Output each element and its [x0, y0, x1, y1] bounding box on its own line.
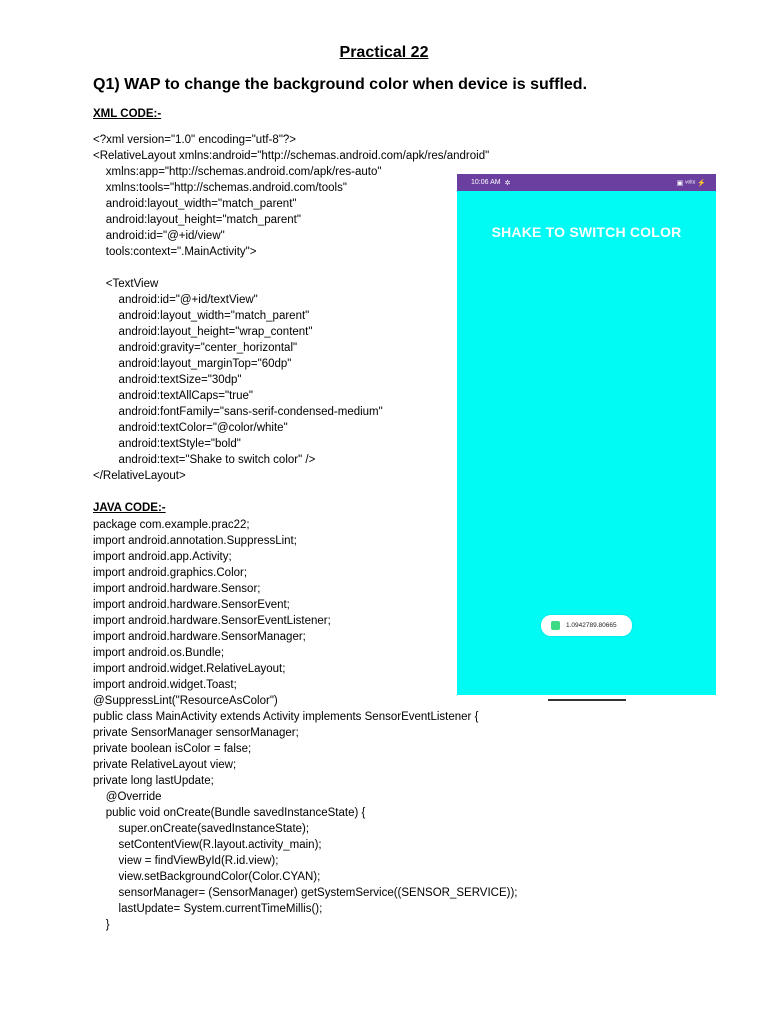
- phone-screenshot: [457, 174, 716, 695]
- xml-code-line: <?xml version="1.0" encoding="utf-8"?>: [93, 134, 297, 146]
- java-code-line: import android.widget.Toast;: [93, 679, 237, 691]
- shake-title: SHAKE TO SWITCH COLOR: [491, 224, 682, 240]
- xml-code-line: android:layout_height="wrap_content": [93, 326, 313, 338]
- xml-code-line: android:layout_marginTop="60dp": [93, 358, 292, 370]
- status-time: 10:06 AM: [471, 179, 501, 186]
- status-icons: ▣ ᵛᵒˡᵗᵉ ⚡: [676, 179, 706, 187]
- java-code-heading: JAVA CODE:-: [93, 502, 166, 514]
- xml-code-block: [93, 132, 489, 484]
- java-code-line: import android.hardware.Sensor;: [93, 583, 261, 595]
- java-code-line: private long lastUpdate;: [93, 775, 214, 787]
- question-heading: Q1) WAP to change the background color when device is suffled.: [93, 76, 588, 93]
- java-code-line: private boolean isColor = false;: [93, 743, 252, 755]
- navigation-handle: [548, 699, 626, 701]
- java-code-line: @SuppressLint("ResourceAsColor"): [93, 695, 278, 707]
- xml-code-line: android:textStyle="bold": [93, 438, 241, 450]
- java-code-line: sensorManager= (SensorManager) getSystemService((SENSOR_SERVICE));: [93, 887, 518, 899]
- java-code-line: private RelativeLayout view;: [93, 759, 237, 771]
- xml-code-line: android:textColor="@color/white": [93, 422, 288, 434]
- xml-code-line: <RelativeLayout xmlns:android="http://schemas.android.com/apk/res/android": [93, 150, 490, 162]
- xml-code-line: android:id="@+id/view": [93, 230, 225, 242]
- java-code-line: import android.widget.RelativeLayout;: [93, 663, 286, 675]
- java-code-line: setContentView(R.layout.activity_main);: [93, 839, 322, 851]
- java-code-line: }: [93, 919, 110, 931]
- java-code-line: import android.os.Bundle;: [93, 647, 225, 659]
- xml-code-line: android:layout_width="match_parent": [93, 198, 297, 210]
- xml-code-line: android:text="Shake to switch color" />: [93, 454, 316, 466]
- xml-code-line: <TextView: [93, 278, 159, 290]
- xml-code-line: android:textAllCaps="true": [93, 390, 253, 402]
- android-app-icon: [551, 621, 560, 630]
- xml-code-heading: XML CODE:-: [93, 108, 162, 120]
- xml-code-line: </RelativeLayout>: [93, 470, 186, 482]
- xml-code-line: android:layout_width="match_parent": [93, 310, 310, 322]
- toast-text: 1.0942789.80665: [566, 622, 617, 629]
- java-code-line: view.setBackgroundColor(Color.CYAN);: [93, 871, 321, 883]
- java-code-line: lastUpdate= System.currentTimeMillis();: [93, 903, 323, 915]
- java-code-line: import android.hardware.SensorManager;: [93, 631, 306, 643]
- java-code-line: public class MainActivity extends Activity implements SensorEventListener {: [93, 711, 479, 723]
- settings-icon: ✲: [504, 179, 511, 187]
- xml-code-line: android:layout_height="match_parent": [93, 214, 301, 226]
- xml-code-line: android:gravity="center_horizontal": [93, 342, 298, 354]
- java-code-line: public void onCreate(Bundle savedInstanceState) {: [93, 807, 366, 819]
- java-code-line: import android.app.Activity;: [93, 551, 232, 563]
- java-code-line: import android.annotation.SuppressLint;: [93, 535, 297, 547]
- java-code-line: super.onCreate(savedInstanceState);: [93, 823, 310, 835]
- java-code-line: import android.hardware.SensorEvent;: [93, 599, 290, 611]
- xml-code-line: xmlns:tools="http://schemas.android.com/tools": [93, 182, 347, 194]
- xml-code-line: android:id="@+id/textView": [93, 294, 258, 306]
- xml-code-line: xmlns:app="http://schemas.android.com/apk/res-auto": [93, 166, 382, 178]
- toast-message: [541, 615, 632, 636]
- java-code-line: import android.hardware.SensorEventListener;: [93, 615, 331, 627]
- java-code-line: @Override: [93, 791, 162, 803]
- java-code-block: [93, 517, 517, 933]
- status-bar: [457, 174, 716, 191]
- document-title: Practical 22: [339, 44, 429, 61]
- java-code-line: package com.example.prac22;: [93, 519, 250, 531]
- xml-code-line: [93, 260, 489, 276]
- xml-code-line: android:textSize="30dp": [93, 374, 242, 386]
- xml-code-line: android:fontFamily="sans-serif-condensed-medium": [93, 406, 383, 418]
- java-code-line: import android.graphics.Color;: [93, 567, 248, 579]
- xml-code-line: tools:context=".MainActivity">: [93, 246, 257, 258]
- java-code-line: view = findViewById(R.id.view);: [93, 855, 279, 867]
- java-code-line: private SensorManager sensorManager;: [93, 727, 299, 739]
